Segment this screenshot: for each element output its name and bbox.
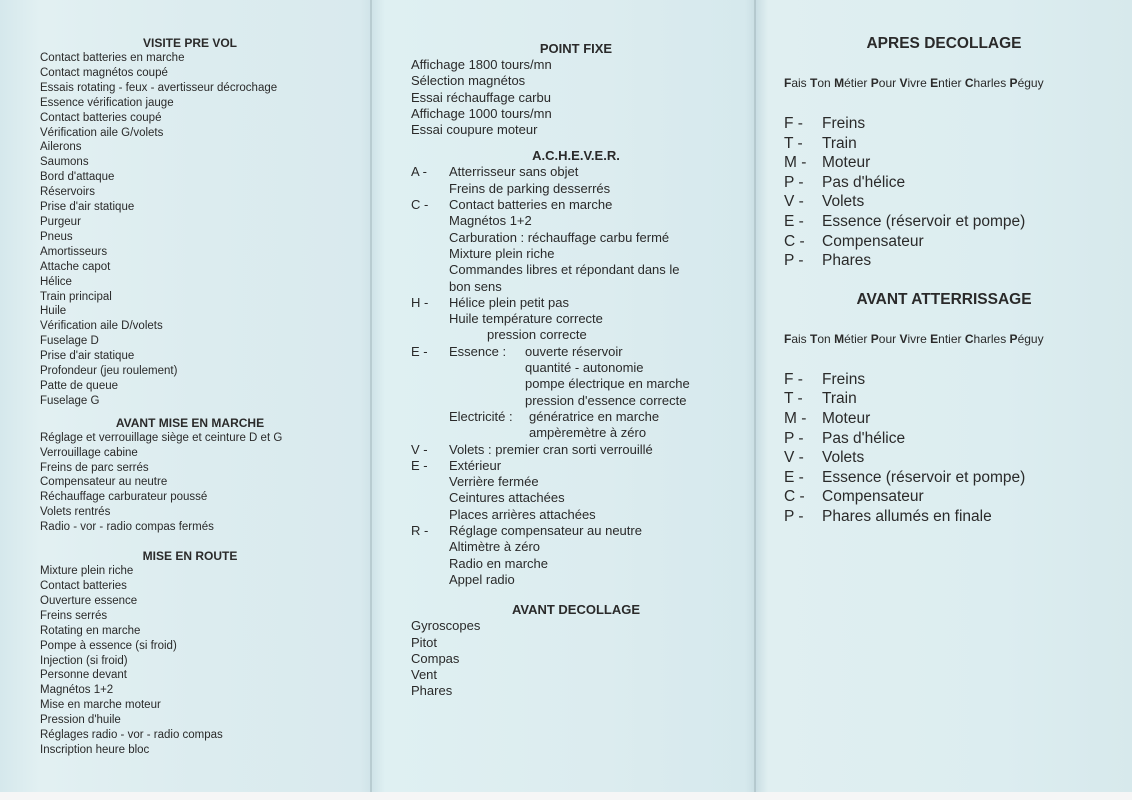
motto-rest: ntier: [938, 331, 965, 346]
list-item: Fuselage D: [40, 335, 99, 348]
item-text: Hélice plein petit pas: [449, 294, 569, 310]
item-text: Moteur: [822, 154, 871, 172]
list-item: Mixture plein riche: [40, 565, 134, 578]
visite-list: [40, 51, 340, 409]
checklist-row: [784, 389, 1114, 409]
list-item: Affichage 1000 tours/mn: [411, 105, 552, 121]
item-key: E -: [784, 468, 804, 486]
list-item: [411, 327, 741, 343]
list-item: Injection (si froid): [40, 654, 128, 667]
item-text: Essence (réservoir et pompe): [822, 468, 1026, 486]
list-item: [411, 490, 741, 506]
motto-initial: P: [1009, 76, 1018, 90]
item-key: T -: [784, 134, 803, 152]
item-text: Ceintures attachées: [449, 490, 565, 506]
motto-initial: C: [964, 331, 974, 346]
list-item: Verrouillage cabine: [40, 446, 138, 459]
list-item: Rotating en marche: [40, 624, 141, 637]
list-item: Essai réchauffage carbu: [411, 89, 551, 105]
list-item: [411, 360, 741, 376]
item-key: E -: [411, 343, 428, 359]
list-item: Bord d'attaque: [40, 171, 115, 184]
item-text: Freins de parking desserrés: [449, 180, 611, 196]
motto-rest: harles: [973, 331, 1010, 346]
item-text: Freins: [822, 115, 866, 132]
motto-rest: ivre: [907, 76, 931, 90]
checklist-row: [784, 448, 1114, 468]
list-item: Contact batteries en marche: [40, 52, 185, 64]
motto-initial: P: [870, 331, 879, 346]
item-key: C -: [411, 197, 429, 213]
list-item: [411, 393, 741, 409]
item-text: Appel radio: [449, 571, 515, 587]
checklist-row: [784, 507, 1114, 527]
list-item: Fuselage G: [40, 394, 100, 407]
list-item: Saumons: [40, 156, 89, 169]
list-item: Amortisseurs: [40, 245, 108, 258]
item-key: F -: [784, 370, 803, 388]
checklist-row: [784, 232, 1114, 252]
motto-rest: étier: [844, 331, 871, 346]
item-text: Radio en marche: [449, 555, 548, 571]
motto-rest: ais: [791, 331, 811, 346]
item-text: Mixture plein riche: [449, 245, 555, 261]
item-text: bon sens: [449, 278, 502, 294]
item-key: T -: [784, 390, 803, 408]
item-text: Volets: [822, 193, 865, 211]
motto-initial: V: [899, 76, 908, 90]
list-item: Essence vérification jauge: [40, 96, 174, 109]
list-item: Prise d'air statique: [40, 201, 135, 214]
list-item: [411, 442, 741, 458]
heading-avant-decollage: AVANT DECOLLAGE: [511, 602, 641, 618]
list-item: [411, 344, 741, 360]
item-text: Huile température correcte: [449, 311, 603, 327]
item-text: pression correcte: [487, 327, 587, 343]
item-key: E -: [784, 212, 804, 230]
achever-list: [411, 164, 741, 588]
item-key: V -: [784, 193, 804, 211]
item-text: Freins: [822, 370, 866, 388]
list-item: [411, 311, 741, 327]
motto-initial: P: [1009, 331, 1018, 346]
list-item: Réchauffage carburateur poussé: [40, 491, 208, 504]
list-item: [411, 213, 741, 229]
list-item: Pneus: [40, 230, 73, 243]
mnemonic-motto: [784, 76, 1114, 91]
item-text: Phares allumés en finale: [822, 507, 992, 525]
fold-line-right: [754, 0, 756, 800]
motto-rest: our: [878, 331, 900, 346]
item-text: Pas d'hélice: [822, 173, 906, 191]
list-item: Réglages radio - vor - radio compas: [40, 729, 223, 742]
motto-initial: P: [870, 76, 879, 90]
motto-rest: on: [817, 76, 835, 90]
item-text: pompe électrique en marche: [525, 376, 690, 392]
item-text: Train: [822, 134, 857, 152]
list-item: Essai coupure moteur: [411, 122, 538, 138]
list-item: Affichage 1800 tours/mn: [411, 57, 552, 72]
list-item: Huile: [40, 305, 67, 318]
item-text: Carburation : réchauffage carbu fermé: [449, 229, 670, 245]
list-item: Phares: [411, 683, 453, 699]
mise-route-list: [40, 564, 340, 758]
item-key: A -: [411, 164, 427, 180]
list-item: Sélection magnétos: [411, 73, 526, 89]
list-item: Réservoirs: [40, 186, 95, 199]
motto-rest: on: [817, 331, 835, 346]
list-item: [411, 295, 741, 311]
item-key: C -: [784, 232, 805, 250]
list-item: Pression d'huile: [40, 714, 121, 727]
list-item: Gyroscopes: [411, 618, 481, 634]
avant-decollage-list: [411, 618, 741, 699]
list-item: [411, 539, 741, 555]
motto-initial: F: [784, 331, 792, 346]
motto-rest: étier: [844, 76, 871, 90]
motto-rest: harles: [973, 76, 1010, 90]
scan-edge: [0, 792, 1132, 800]
list-item: Compensateur au neutre: [40, 476, 168, 489]
item-text: Volets: [822, 449, 865, 467]
item-key: F -: [784, 115, 803, 132]
item-text: Phares: [822, 252, 872, 270]
checklist-row: [784, 251, 1114, 271]
column-takeoff-landing: [784, 35, 1114, 527]
item-text: Contact batteries en marche: [449, 197, 613, 213]
heading-avant-mise-en-marche: AVANT MISE EN MARCHE: [115, 415, 265, 430]
checklist-row: [784, 487, 1114, 507]
checklist-row: [784, 212, 1114, 232]
motto-initial: T: [810, 331, 818, 346]
motto-initial: C: [964, 76, 974, 90]
list-item: Essais rotating - feux - avertisseur décrochage: [40, 81, 278, 94]
checklist-row: [784, 370, 1114, 390]
item-key: P -: [784, 429, 804, 447]
item-text: Places arrières attachées: [449, 506, 596, 522]
list-item: [411, 262, 741, 278]
item-key: P -: [784, 507, 804, 525]
heading-visite-pre-vol: VISITE PRE VOL: [142, 36, 238, 50]
mnemonic-motto: [784, 332, 1114, 347]
item-text: ouverte réservoir: [525, 343, 623, 359]
list-item: Vérification aile D/volets: [40, 320, 163, 333]
heading-achever: A.C.H.E.V.E.R.: [532, 148, 620, 164]
list-item: [411, 197, 741, 213]
item-subkey: Electricité :: [449, 408, 513, 424]
item-key: M -: [784, 409, 807, 427]
point-fixe-list: [411, 57, 741, 138]
list-item: [411, 474, 741, 490]
list-item: [411, 279, 741, 295]
item-text: génératrice en marche: [529, 408, 660, 424]
item-text: ampèremètre à zéro: [529, 425, 647, 441]
item-key: E -: [411, 457, 428, 473]
list-item: Réglage et verrouillage siège et ceinture D et G: [40, 431, 283, 444]
list-item: Ailerons: [40, 141, 82, 154]
item-text: Moteur: [822, 409, 871, 427]
list-item: [411, 376, 741, 392]
item-text: Essence (réservoir et pompe): [822, 212, 1026, 230]
list-item: [411, 572, 741, 588]
list-item: [411, 164, 741, 180]
item-key: V -: [411, 441, 428, 457]
checklist-row: [784, 114, 1114, 134]
motto-rest: éguy: [1017, 331, 1044, 346]
item-key: P -: [784, 173, 804, 191]
item-text: Compensateur: [822, 232, 924, 250]
list-item: [411, 556, 741, 572]
list-item: Contact batteries: [40, 580, 127, 592]
motto-initial: E: [930, 76, 939, 90]
list-item: [411, 246, 741, 262]
checklist-row: [784, 134, 1114, 154]
column-preflight: [40, 36, 340, 758]
list-item: Profondeur (jeu roulement): [40, 365, 178, 378]
list-item: [411, 409, 741, 425]
list-item: Inscription heure bloc: [40, 743, 150, 756]
item-key: M -: [784, 154, 807, 172]
motto-rest: éguy: [1017, 76, 1044, 90]
motto-rest: ntier: [938, 76, 965, 90]
checklist-row: [784, 192, 1114, 212]
motto-initial: F: [784, 76, 792, 90]
item-text: Commandes libres et répondant dans le: [449, 262, 680, 278]
list-item: Vérification aile G/volets: [40, 126, 164, 139]
motto-rest: ais: [791, 76, 811, 90]
list-item: [411, 507, 741, 523]
list-item: Prise d'air statique: [40, 350, 135, 363]
list-item: Volets rentrés: [40, 506, 111, 519]
list-item: Vent: [411, 667, 438, 683]
list-item: Radio - vor - radio compas fermés: [40, 521, 214, 534]
item-text: Atterrisseur sans objet: [449, 164, 579, 180]
list-item: [411, 523, 741, 539]
item-text: pression d'essence correcte: [525, 392, 687, 408]
item-key: C -: [784, 488, 805, 506]
list-item: Purgeur: [40, 215, 81, 228]
avant-mise-list: [40, 431, 340, 535]
checklist-row: [784, 468, 1114, 488]
item-text: Train: [822, 390, 857, 408]
checklist-row: [784, 429, 1114, 449]
item-key: V -: [784, 449, 804, 467]
list-item: Magnétos 1+2: [40, 684, 114, 697]
item-text: Altimètre à zéro: [449, 539, 541, 555]
item-key: R -: [411, 523, 429, 539]
item-text: quantité - autonomie: [525, 360, 644, 376]
checklist-row: [784, 409, 1114, 429]
list-item: Contact batteries coupé: [40, 111, 162, 124]
motto-initial: M: [834, 76, 845, 90]
list-item: Freins serrés: [40, 609, 108, 622]
avant-atterrissage-list: [784, 370, 1114, 527]
motto-initial: M: [834, 331, 845, 346]
item-text: Pas d'hélice: [822, 429, 906, 447]
list-item: Personne devant: [40, 669, 127, 682]
item-text: Magnétos 1+2: [449, 213, 532, 229]
list-item: Patte de queue: [40, 379, 119, 392]
list-item: [411, 425, 741, 441]
checklist-row: [784, 153, 1114, 173]
item-text: Réglage compensateur au neutre: [449, 523, 642, 539]
list-item: Hélice: [40, 275, 72, 288]
item-subkey: Essence :: [449, 343, 507, 359]
item-key: P -: [784, 252, 804, 270]
item-text: Volets : premier cran sorti verrouillé: [449, 441, 653, 457]
heading-mise-en-route: MISE EN ROUTE: [142, 549, 238, 564]
checklist-row: [784, 173, 1114, 193]
list-item: Attache capot: [40, 260, 111, 273]
list-item: Mise en marche moteur: [40, 699, 161, 712]
item-text: Compensateur: [822, 488, 924, 506]
motto-initial: T: [810, 76, 818, 90]
heading-apres-decollage: APRES DECOLLAGE: [866, 35, 1022, 52]
heading-point-fixe: POINT FIXE: [539, 41, 613, 56]
list-item: Train principal: [40, 290, 112, 303]
motto-initial: V: [899, 331, 908, 346]
item-key: H -: [411, 294, 429, 310]
list-item: Ouverture essence: [40, 594, 138, 607]
fold-line-left: [370, 0, 372, 800]
heading-avant-atterrissage: AVANT ATTERRISSAGE: [856, 290, 1032, 308]
list-item: [411, 230, 741, 246]
list-item: Freins de parc serrés: [40, 461, 149, 474]
list-item: [411, 458, 741, 474]
apres-decollage-list: [784, 114, 1114, 271]
item-text: Extérieur: [449, 457, 502, 473]
motto-rest: ivre: [907, 331, 931, 346]
list-item: Compas: [411, 650, 460, 666]
motto-initial: E: [930, 331, 939, 346]
column-checks: [411, 41, 741, 700]
list-item: [411, 181, 741, 197]
list-item: Pitot: [411, 634, 438, 650]
list-item: Contact magnétos coupé: [40, 66, 168, 79]
motto-rest: our: [878, 76, 900, 90]
item-text: Verrière fermée: [449, 474, 539, 490]
list-item: Pompe à essence (si froid): [40, 639, 177, 652]
